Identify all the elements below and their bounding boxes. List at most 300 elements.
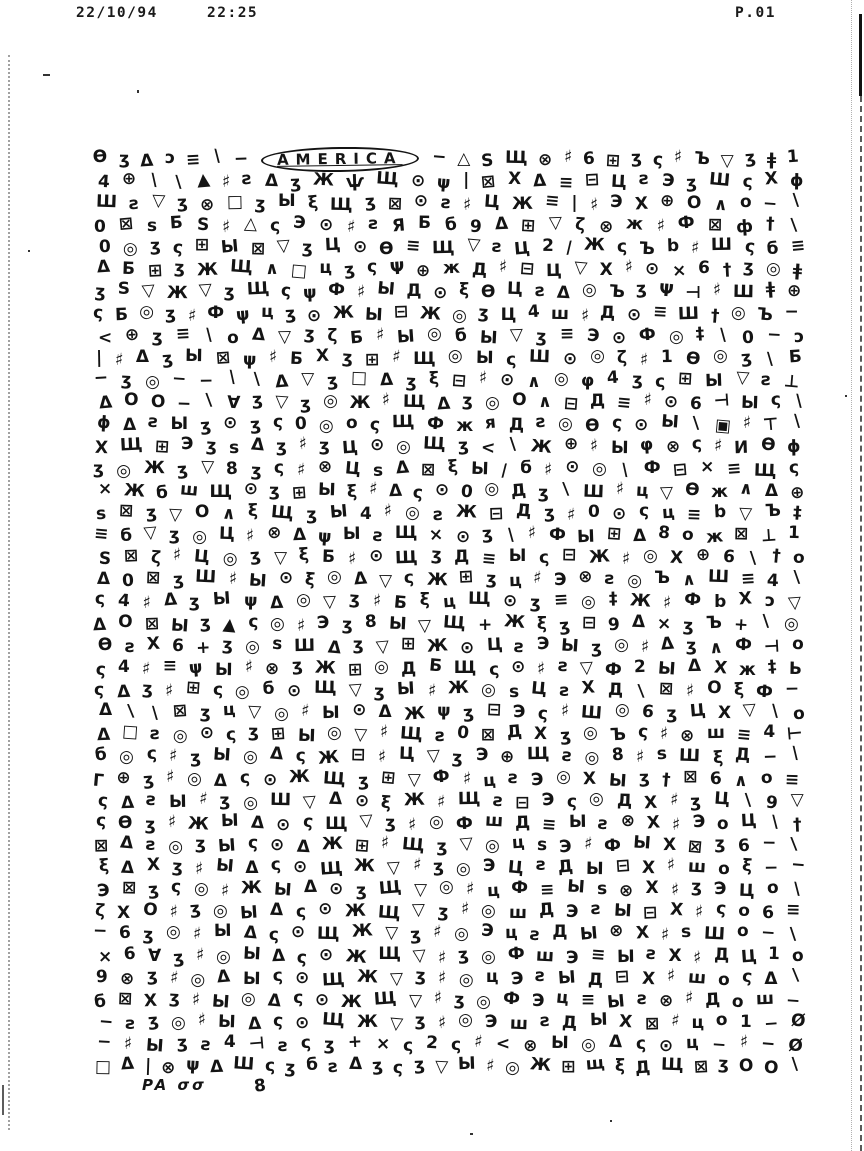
glyph: ʒ xyxy=(436,836,448,857)
glyph: 6 xyxy=(641,701,655,723)
glyph: ς xyxy=(637,721,649,743)
glyph: Ж xyxy=(351,920,374,943)
glyph: ʒ xyxy=(141,678,154,700)
glyph: s xyxy=(372,460,384,481)
glyph: Ж xyxy=(187,813,210,835)
glyph: Э xyxy=(565,947,580,968)
glyph: ♯ xyxy=(194,858,204,880)
glyph: Ц xyxy=(507,279,524,300)
glyph: − xyxy=(199,370,214,392)
glyph: ∖ xyxy=(717,325,730,346)
glyph: ∕ xyxy=(565,237,573,259)
glyph: ɸ xyxy=(787,437,801,458)
glyph: ∖ xyxy=(786,925,800,946)
glyph: ς xyxy=(300,1032,312,1054)
glyph: † xyxy=(710,305,720,326)
symbol-row xyxy=(96,256,804,282)
symbol-row xyxy=(98,480,804,502)
glyph: ≡ xyxy=(789,235,806,257)
glyph: ◎ xyxy=(171,725,189,747)
glyph: Д xyxy=(713,944,729,965)
glyph: Ы xyxy=(616,946,635,967)
glyph: ♯ xyxy=(268,346,278,368)
glyph: ʒ xyxy=(219,790,231,811)
glyph: Э xyxy=(530,769,544,790)
glyph: ƨ xyxy=(371,525,384,547)
glyph: Δ xyxy=(209,1057,224,1078)
glyph: ς xyxy=(369,414,381,436)
glyph: Д xyxy=(600,302,616,323)
glyph: ∖ xyxy=(148,703,161,725)
glyph: ⊗ xyxy=(160,1057,177,1079)
glyph: ♯ xyxy=(663,593,672,614)
glyph: ʒ xyxy=(248,722,260,743)
glyph: ς xyxy=(95,659,107,681)
scan-edge-left-dots xyxy=(8,55,10,1130)
glyph: ʒ xyxy=(717,1054,730,1075)
glyph: ⊥ xyxy=(759,525,777,547)
glyph: ∖ xyxy=(618,460,632,482)
glyph: 1 xyxy=(786,146,800,167)
glyph: ʒ xyxy=(269,480,281,501)
glyph: ♯ xyxy=(666,854,676,876)
glyph: Д xyxy=(634,1057,652,1079)
glyph: ƨ xyxy=(561,745,574,767)
glyph: ʒ xyxy=(303,323,316,345)
glyph: o xyxy=(715,1009,729,1031)
glyph: Δ xyxy=(326,637,342,659)
glyph: ▽ xyxy=(579,657,594,679)
glyph: б xyxy=(94,744,108,766)
glyph: ⊗ xyxy=(119,968,136,990)
glyph: ⊠ xyxy=(734,523,749,545)
glyph: Δ xyxy=(92,614,107,635)
glyph: ♯ xyxy=(635,747,645,768)
glyph: ≡ xyxy=(616,392,633,414)
symbol-row xyxy=(94,898,801,925)
glyph: Δ xyxy=(632,525,647,547)
glyph: ◎ xyxy=(244,636,261,657)
glyph: ◎ xyxy=(170,1012,186,1034)
glyph: 0 xyxy=(98,236,112,258)
glyph: ⊠ xyxy=(421,459,436,480)
glyph: ⊗ xyxy=(598,216,614,238)
glyph: 8 xyxy=(225,458,239,479)
glyph: Ж xyxy=(321,833,344,855)
glyph: o xyxy=(759,767,773,788)
glyph: Ы xyxy=(145,1035,164,1057)
glyph: Ы xyxy=(458,1054,477,1075)
symbol-row xyxy=(99,1011,805,1033)
glyph: ς xyxy=(271,965,284,987)
glyph: ♯ xyxy=(684,987,694,1009)
glyph: ς xyxy=(652,149,664,170)
glyph: ш xyxy=(535,945,555,967)
glyph: ⊙ xyxy=(319,214,334,236)
glyph: Ы xyxy=(248,570,268,592)
glyph: Ж xyxy=(511,193,533,215)
glyph: ⊠ xyxy=(118,500,134,522)
glyph: ▽ xyxy=(374,636,390,658)
glyph: ʒ xyxy=(323,1035,336,1056)
glyph: ⊙ xyxy=(410,170,426,191)
glyph: S xyxy=(117,279,130,300)
glyph: ≡ xyxy=(162,655,178,676)
glyph: Щ xyxy=(400,833,426,856)
glyph: ⊙ xyxy=(658,1035,674,1057)
glyph: ⊟ xyxy=(614,966,630,988)
glyph: ƨ xyxy=(557,655,569,676)
glyph: Ы xyxy=(220,810,240,832)
glyph: ∖ xyxy=(634,681,648,703)
glyph: ʒ xyxy=(168,524,181,546)
glyph: o xyxy=(736,921,749,942)
glyph: ш xyxy=(508,903,527,924)
glyph: ς xyxy=(367,257,378,278)
glyph: Ы xyxy=(396,678,416,700)
glyph: ▽ xyxy=(302,791,318,813)
glyph: ◎ xyxy=(118,747,135,768)
glyph: O xyxy=(117,611,134,632)
glyph: Ы xyxy=(608,769,627,792)
glyph: ⊗ xyxy=(657,990,674,1012)
glyph: 9 xyxy=(469,216,482,238)
glyph: ⊙ xyxy=(354,790,370,812)
glyph: ♯ xyxy=(672,814,681,835)
glyph: X xyxy=(662,834,677,856)
glyph: ƨ xyxy=(368,213,379,234)
glyph: ⊗ xyxy=(665,437,681,458)
glyph: □ xyxy=(350,367,368,389)
glyph: ш xyxy=(686,967,707,989)
glyph: ≡ xyxy=(540,879,556,901)
glyph: ♯ xyxy=(463,194,472,215)
glyph: ◎ xyxy=(783,612,800,635)
glyph: ▽ xyxy=(548,212,563,234)
glyph: ς xyxy=(94,589,106,610)
glyph: ♯ xyxy=(532,567,543,589)
glyph: ƨ xyxy=(559,680,570,701)
glyph: Ф xyxy=(327,279,346,301)
glyph: ɸ xyxy=(790,170,804,191)
glyph: Δ xyxy=(250,812,266,834)
glyph: ⊠ xyxy=(93,835,109,857)
glyph: ⊠ xyxy=(118,213,135,235)
symbol-row xyxy=(98,854,806,880)
glyph: ʒ xyxy=(480,523,494,545)
glyph: O xyxy=(511,389,527,411)
glyph: ц xyxy=(691,1013,705,1034)
glyph: ⊗ xyxy=(522,1035,539,1057)
glyph: o xyxy=(766,877,780,899)
glyph: ц xyxy=(505,923,519,944)
glyph: Ш xyxy=(711,234,733,256)
glyph: Ж xyxy=(426,634,449,657)
glyph: ƨ xyxy=(199,1034,212,1056)
glyph: Δ xyxy=(378,702,392,723)
glyph: ς xyxy=(97,790,109,811)
glyph: Д xyxy=(616,790,633,811)
glyph: † xyxy=(765,213,776,235)
symbol-row xyxy=(94,989,800,1011)
glyph: ⊞ xyxy=(677,368,694,390)
glyph: Ы xyxy=(317,479,336,500)
glyph: ʒ xyxy=(199,702,212,724)
footer-annotation xyxy=(142,1075,362,1097)
glyph: Ф xyxy=(643,457,661,478)
glyph: ς xyxy=(280,281,292,302)
glyph: ♯ xyxy=(391,346,402,368)
glyph: ▽ xyxy=(790,789,804,810)
glyph: | xyxy=(95,347,103,368)
glyph: ц xyxy=(485,966,499,987)
glyph: Э xyxy=(483,855,496,877)
glyph: Ы xyxy=(213,921,232,942)
glyph: ♯ xyxy=(527,522,537,544)
symbol-row xyxy=(98,325,804,347)
symbol-row xyxy=(94,743,802,770)
glyph: Δ xyxy=(764,480,779,501)
glyph: X xyxy=(315,345,330,367)
glyph: Щ xyxy=(209,481,232,502)
glyph: Δ xyxy=(96,569,111,590)
glyph: ⊞ xyxy=(520,215,537,237)
glyph: Δ xyxy=(214,770,228,791)
glyph: ♯ xyxy=(228,569,238,590)
glyph: ◎ xyxy=(191,526,208,548)
glyph: ƨ xyxy=(539,1010,551,1032)
glyph: Д xyxy=(607,679,623,701)
glyph: ʒ xyxy=(682,615,695,636)
glyph: ⊗ xyxy=(679,725,696,747)
glyph: ʒ xyxy=(276,437,287,458)
glyph: Ы xyxy=(557,967,577,989)
glyph: ♯ xyxy=(640,636,650,657)
glyph: < xyxy=(495,1034,511,1055)
glyph: ◎ xyxy=(580,1034,597,1056)
glyph: ⊞ xyxy=(185,677,202,699)
glyph: Δ xyxy=(96,256,111,278)
glyph: Δ xyxy=(764,968,778,989)
glyph: ξ xyxy=(380,792,392,813)
glyph: ɔ xyxy=(764,591,776,612)
glyph: ʒ xyxy=(461,390,474,412)
glyph: Δ xyxy=(688,655,702,676)
glyph: Щ xyxy=(317,924,341,945)
glyph: X xyxy=(641,857,656,879)
glyph: ◎ xyxy=(581,280,598,301)
glyph: ∧ xyxy=(712,194,728,216)
glyph: ʒ xyxy=(249,414,262,436)
glyph: ♯ xyxy=(560,700,570,722)
glyph: Δ xyxy=(348,1054,363,1075)
symbol-row xyxy=(96,876,804,902)
glyph: Ж xyxy=(166,283,188,304)
glyph: X xyxy=(145,633,161,655)
glyph: ≡ xyxy=(686,504,702,526)
glyph: И xyxy=(734,438,749,459)
glyph: 6 xyxy=(689,394,702,415)
glyph: ζ xyxy=(574,214,587,236)
symbol-row xyxy=(98,389,806,415)
glyph: б xyxy=(93,991,107,1013)
glyph: ⊗ xyxy=(266,522,282,544)
glyph: Д xyxy=(514,812,531,834)
glyph: 0 xyxy=(94,216,106,237)
glyph: X xyxy=(582,768,597,789)
glyph: △ xyxy=(243,213,258,235)
glyph: ♯ xyxy=(485,1056,496,1077)
glyph: ♯ xyxy=(245,525,256,547)
glyph: X xyxy=(646,812,662,834)
glyph: Ж xyxy=(312,169,335,191)
glyph: Щ xyxy=(431,237,455,259)
glyph: Ы xyxy=(740,392,760,414)
glyph: ƨ xyxy=(597,813,610,835)
glyph: ∕ xyxy=(500,460,508,481)
glyph: ƨ xyxy=(434,726,445,747)
glyph: Щ xyxy=(229,256,254,279)
glyph: ∖ xyxy=(202,390,216,412)
glyph: X xyxy=(763,168,779,190)
glyph: ζ xyxy=(617,347,628,368)
glyph: Ц xyxy=(398,744,415,765)
glyph: Щ xyxy=(395,547,419,569)
glyph: ʒ xyxy=(301,237,314,259)
glyph: ζ xyxy=(150,547,162,569)
glyph: ⊙ xyxy=(413,190,430,212)
glyph: + xyxy=(347,1031,363,1053)
glyph: ◎ xyxy=(144,371,160,393)
glyph: 2 xyxy=(541,236,554,257)
glyph: X xyxy=(712,657,728,679)
glyph: ⊙ xyxy=(499,369,516,391)
glyph: ◎ xyxy=(222,549,238,570)
glyph: Ж xyxy=(403,789,425,810)
glyph: 4 xyxy=(97,171,111,193)
glyph: Ы xyxy=(343,523,362,545)
glyph: ʒ xyxy=(176,459,189,480)
glyph: ◎ xyxy=(557,413,574,435)
glyph: ◎ xyxy=(122,238,139,260)
glyph: ♯ xyxy=(621,548,631,570)
glyph: ⊞ xyxy=(347,659,363,681)
glyph: ∧ xyxy=(537,391,553,413)
glyph: б xyxy=(120,525,133,546)
glyph: Ы xyxy=(475,347,494,368)
glyph: 0 xyxy=(294,413,308,435)
glyph: Д xyxy=(589,390,606,412)
glyph: ʒ xyxy=(414,965,427,987)
glyph: ж xyxy=(704,526,724,548)
glyph: ƨ xyxy=(147,411,160,433)
glyph: ʒ xyxy=(355,881,367,902)
glyph: X xyxy=(641,968,656,990)
symbol-row xyxy=(96,192,802,214)
glyph: ƨ xyxy=(513,636,526,657)
glyph: X xyxy=(599,260,613,281)
glyph: 6 xyxy=(736,835,751,857)
glyph: Ы xyxy=(211,991,231,1013)
glyph: Δ xyxy=(96,724,111,746)
glyph: ◎ xyxy=(295,590,312,611)
glyph: Ф xyxy=(683,589,703,612)
glyph: Э xyxy=(531,990,545,1012)
glyph: ◎ xyxy=(484,392,501,414)
glyph: ≡ xyxy=(726,458,742,480)
glyph: ⊠ xyxy=(215,347,231,369)
glyph: Δ xyxy=(120,857,135,879)
glyph: − xyxy=(764,857,779,879)
symbol-row xyxy=(94,679,800,701)
glyph: ш xyxy=(755,988,774,1010)
glyph: ‡ xyxy=(767,656,778,678)
glyph: 6 xyxy=(123,943,137,965)
glyph: Ѳ xyxy=(760,434,776,456)
glyph: ∀ xyxy=(226,392,241,414)
glyph: ξ xyxy=(614,1056,626,1077)
glyph: ⊙ xyxy=(459,637,475,658)
glyph: ⊙ xyxy=(276,814,291,835)
glyph: ξ xyxy=(304,569,316,591)
glyph: ц xyxy=(555,987,571,1009)
glyph: Δ xyxy=(271,945,286,966)
glyph: ς xyxy=(95,810,107,831)
glyph: ʒ xyxy=(436,901,450,923)
glyph: ♯ xyxy=(536,658,547,680)
glyph: ʒ xyxy=(743,147,757,169)
glyph: ▽ xyxy=(274,391,289,413)
glyph: ⊙ xyxy=(317,898,333,920)
glyph: ◎ xyxy=(584,748,600,769)
glyph: 0 xyxy=(121,570,135,592)
glyph: Ф xyxy=(510,877,529,899)
glyph: Д xyxy=(561,1012,578,1034)
glyph: ♯ xyxy=(243,656,254,678)
glyph: ⊙ xyxy=(199,723,214,744)
glyph: ς xyxy=(92,302,104,323)
glyph: △ xyxy=(457,148,471,169)
glyph: ∖ xyxy=(790,412,804,433)
glyph: s xyxy=(596,879,608,900)
glyph: Ж xyxy=(403,703,426,725)
glyph: ς xyxy=(171,237,184,259)
glyph: ⊗ xyxy=(537,149,554,171)
glyph: ⊠ xyxy=(659,678,675,700)
glyph: ◎ xyxy=(242,792,259,814)
glyph: ʒ xyxy=(200,612,212,633)
glyph: ʒ xyxy=(686,172,698,193)
glyph: Ы xyxy=(328,501,349,523)
glyph: ≡ xyxy=(175,323,191,345)
glyph: ∖ xyxy=(787,215,801,237)
glyph: ʒ xyxy=(636,279,648,300)
glyph: ◎ xyxy=(115,459,133,482)
glyph: Д xyxy=(506,721,523,743)
glyph: − xyxy=(766,324,782,346)
glyph: ♯ xyxy=(297,434,308,455)
glyph: O xyxy=(686,192,702,214)
glyph: ▽ xyxy=(408,990,422,1012)
glyph: × xyxy=(428,524,445,546)
glyph: ⊞ xyxy=(291,482,307,504)
glyph: Δ xyxy=(116,681,131,703)
glyph: ◎ xyxy=(451,305,468,326)
glyph: ⊙ xyxy=(314,989,331,1011)
glyph: ς xyxy=(145,744,157,765)
glyph: ◎ xyxy=(427,323,443,344)
glyph: ♯ xyxy=(407,814,418,836)
